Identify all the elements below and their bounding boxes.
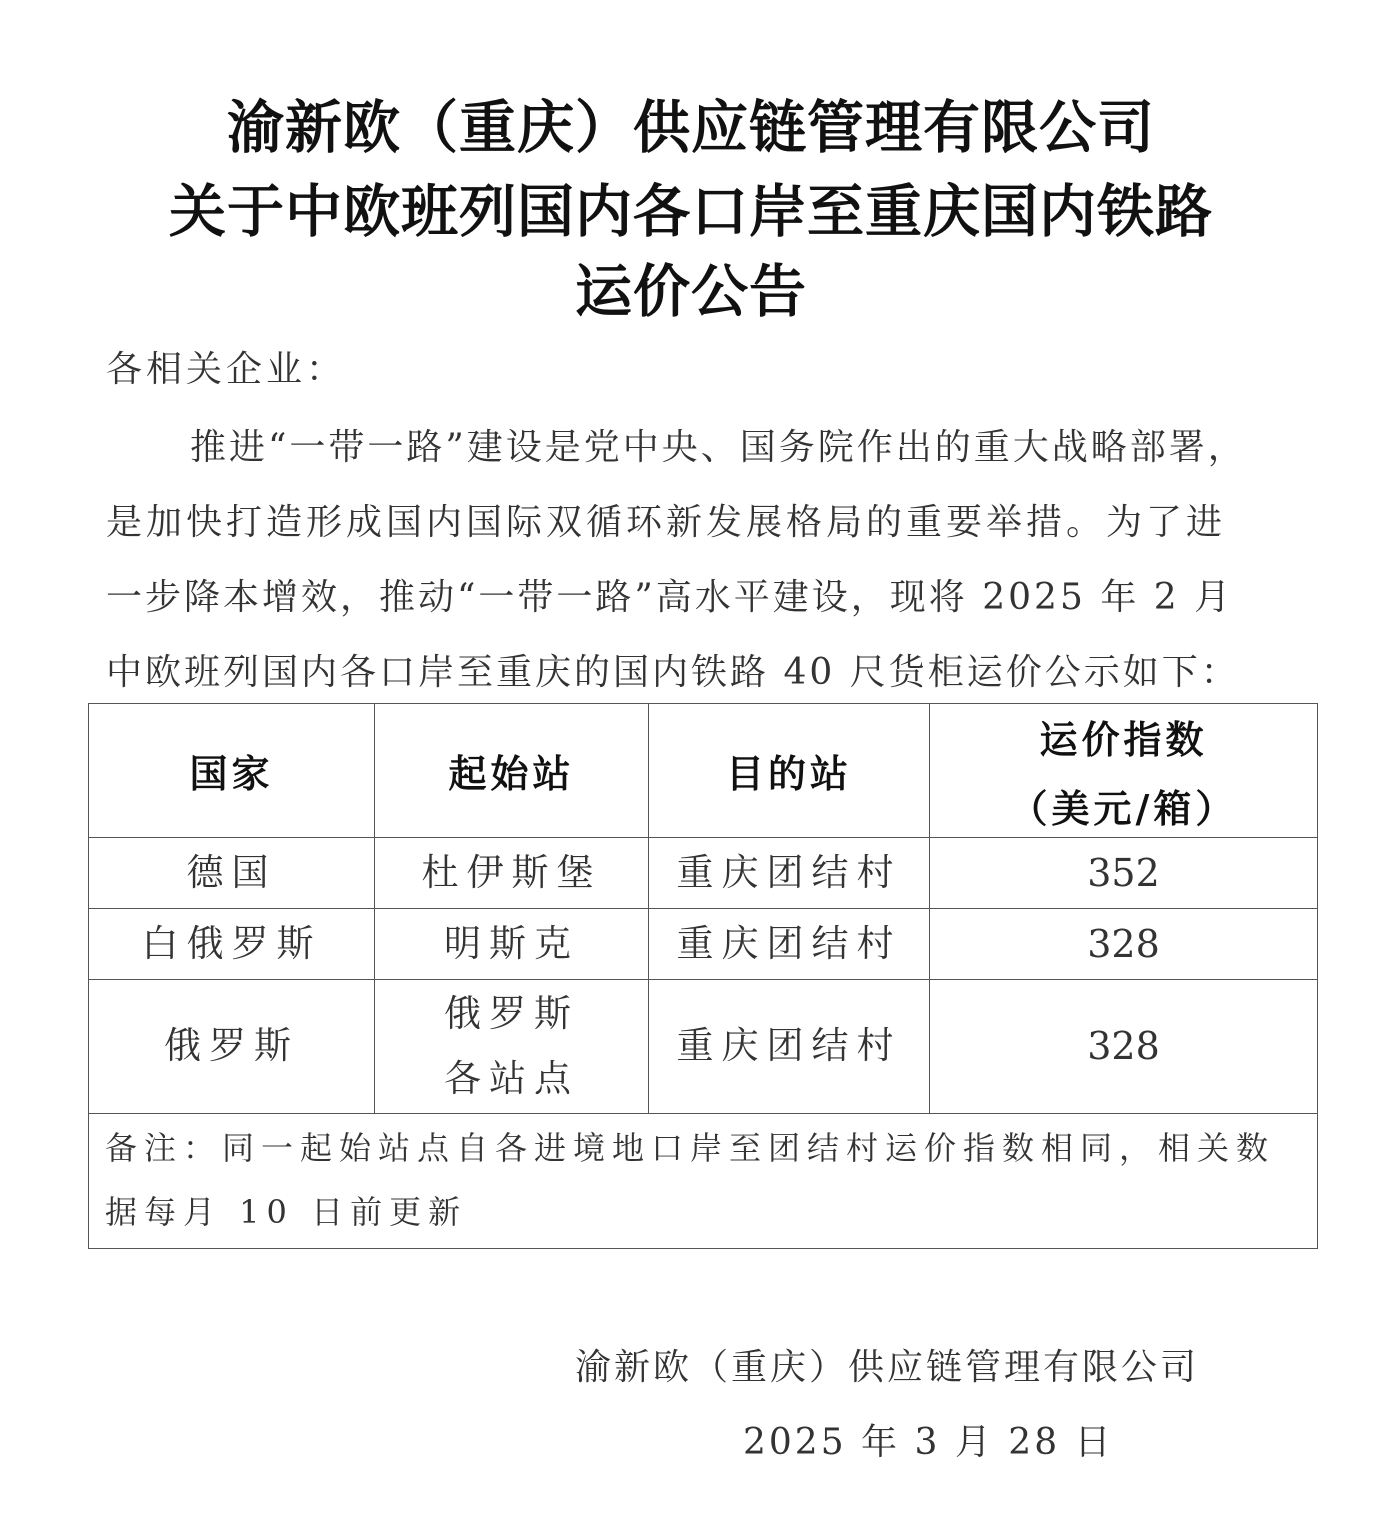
table-row	[89, 838, 1318, 909]
cell-rate: 352	[930, 838, 1318, 909]
header-rate-title: 运价指数	[1039, 717, 1208, 762]
table-row	[89, 909, 1318, 980]
table-row	[89, 980, 1318, 1114]
table-header-row	[89, 704, 1318, 838]
cell-destination: 重庆团结村	[649, 980, 930, 1114]
cell-origin: 明斯克	[375, 909, 649, 980]
header-country: 国家	[89, 704, 375, 838]
header-origin: 起始站	[375, 704, 649, 838]
cell-country: 白俄罗斯	[89, 909, 375, 980]
title-line-1: 渝新欧（重庆）供应链管理有限公司	[227, 95, 1155, 161]
table-note-row	[89, 1114, 1318, 1249]
cell-rate: 328	[930, 909, 1318, 980]
cell-origin-line-2: 各站点	[444, 1056, 579, 1100]
header-rate	[930, 704, 1318, 838]
body-line-3: 一步降本增效，推动“一带一路”高水平建设，现将 2025 年 2 月	[106, 577, 1234, 618]
title-line-3: 运价公告	[575, 259, 807, 325]
signature-date: 2025 年 3 月 28 日	[743, 1422, 1114, 1463]
body-line-2: 是加快打造形成国内国际双循环新发展格局的重要举措。为了进	[106, 502, 1227, 543]
body-line-4: 中欧班列国内各口岸至重庆的国内铁路 40 尺货柜运价公示如下：	[106, 652, 1240, 693]
salutation: 各相关企业：	[106, 349, 347, 390]
cell-country: 俄罗斯	[89, 980, 375, 1114]
cell-origin	[375, 980, 649, 1114]
rate-table	[88, 703, 1318, 1249]
header-destination: 目的站	[649, 704, 930, 838]
cell-destination: 重庆团结村	[649, 909, 930, 980]
table-note: 备注：同一起始站点自各进境地口岸至团结村运价指数相同，相关数据每月 10 日前更新	[89, 1114, 1318, 1249]
signature-company: 渝新欧（重庆）供应链管理有限公司	[575, 1347, 1200, 1388]
cell-origin: 杜伊斯堡	[375, 838, 649, 909]
cell-origin-line-1: 俄罗斯	[444, 991, 579, 1035]
cell-country: 德国	[89, 838, 375, 909]
cell-destination: 重庆团结村	[649, 838, 930, 909]
header-rate-unit: （美元/箱）	[1009, 786, 1238, 831]
cell-rate: 328	[930, 980, 1318, 1114]
body-line-1: 推进“一带一路”建设是党中央、国务院作出的重大战略部署，	[190, 427, 1247, 468]
title-line-2: 关于中欧班列国内各口岸至重庆国内铁路	[169, 179, 1213, 245]
